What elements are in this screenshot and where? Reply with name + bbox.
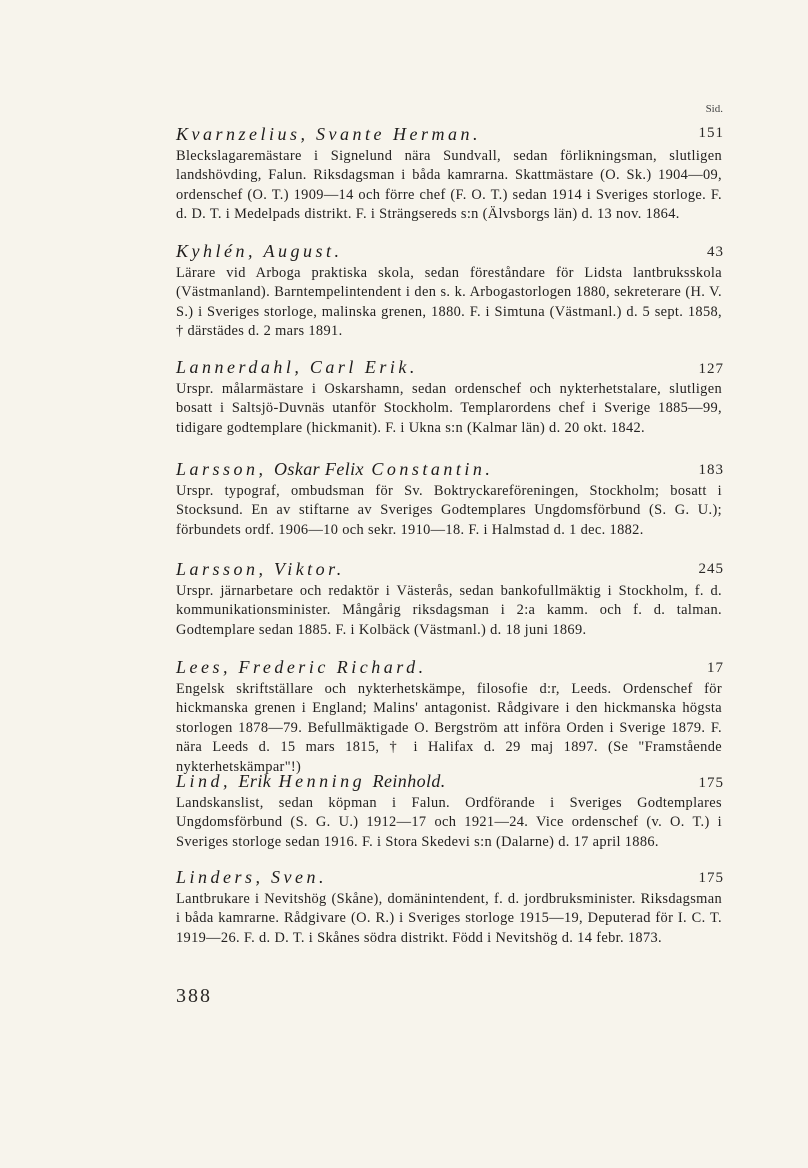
entry-upright-names: Oskar Felix [274, 459, 364, 479]
entry-surname: Larsson, [176, 459, 267, 479]
entry-page-ref: 17 [707, 660, 724, 676]
entry-given-names: Svante Herman. [316, 124, 481, 144]
page-column-label: Sid. [705, 103, 723, 115]
entry-upright-names: Erik [238, 771, 272, 791]
entry-description: Landskanslist, sedan köpman i Falun. Ordförande i Sveriges Godtemplares Ungdomsförbund (S. G. U.) 1912—17 och 1921—24. Vice ordenschef (v. O. T.) i Sveriges storloge sedan 1916. F. i Stora Skedevi s:n (Dalarne) d. 17 april 1886. [176, 795, 722, 850]
entry-name [176, 240, 722, 262]
entry-surname: Larsson, [176, 559, 267, 579]
biography-entry [176, 770, 722, 852]
entry-surname: Lees, [176, 657, 231, 677]
entry-description: Urspr. järnarbetare och redaktör i Västerås, sedan bankofullmäktig i Stockholm, f. d. kommunikationsminister. Mångårig riksdagsman i 2:a kamm. och f. d. talman. Godtemplare sedan 1885. F. i Kolbäck (Västmanl.) d. 18 juni 1869. [176, 583, 722, 638]
entry-name [176, 356, 722, 378]
entry-name [176, 656, 722, 678]
biography-entry [176, 123, 722, 225]
entry-given-names: Viktor. [274, 559, 345, 579]
entry-surname: Lannerdahl, [176, 357, 303, 377]
entry-given-names: Henning [278, 771, 366, 791]
entry-page-ref: 183 [698, 462, 724, 478]
entry-name [176, 123, 722, 145]
entry-description: Bleckslagaremästare i Signelund nära Sundvall, sedan förlikningsman, slutligen landshövding, Falun. Riksdagsman i båda kamrarna. Skattmästare (O. Sk.) 1904—09, ordenschef (O. T.) 1909—14 och förre chef (F. O. T.) sedan 1914 i Sveriges storloge. F. d. D. T. i Medelpads distrikt. F. i Strängsereds s:n (Älvsborgs län) d. 13 nov. 1864. [176, 148, 722, 223]
entry-name [176, 558, 722, 580]
entry-name [176, 866, 722, 888]
entry-page-ref: 151 [698, 125, 724, 141]
biography-entry [176, 458, 722, 540]
entry-given-names: Constantin. [371, 459, 494, 479]
biography-entry [176, 866, 722, 948]
entry-given-names: Frederic Richard. [238, 657, 427, 677]
entry-upright-names-2: Reinhold. [372, 771, 446, 791]
entry-page-ref: 127 [698, 361, 724, 377]
entry-page-ref: 245 [698, 561, 724, 577]
entry-description: Urspr. typograf, ombudsman för Sv. Boktryckareföreningen, Stockholm; bosatt i Stocksund. En av stiftarne av Sveriges Godtemplares Ungdomsförbund (S. G. U.); förbundets ordf. 1906—10 och sekr. 1910—18. F. i Halmstad d. 1 dec. 1882. [176, 483, 722, 538]
entry-description: Lärare vid Arboga praktiska skola, sedan föreståndare för Lidsta lantbruksskola (Västmanland). Barntempelintendent i den s. k. Arbogastorlogen 1880, sekreterare (H. V. S.) i Sveriges storloge, malinska grenen, 1880. F. i Simtuna (Västmanl.) d. 5 sept. 1858, † därstädes d. 2 mars 1891. [176, 265, 722, 340]
biography-entry [176, 656, 722, 777]
entry-name [176, 458, 722, 480]
entry-page-ref: 43 [707, 244, 724, 260]
entry-description: Engelsk skriftställare och nykterhetskämpe, filosofie d:r, Leeds. Ordenschef för hickmanska grenen i England; Malins' antagonist. Rådgivare i den hickmanska högsta storlogen 1878—79. Befullmäktigade O. Bergström att införa Orden i Sverige 1879. F. nära Leeds d. 15 mars 1815, † i Halifax d. 29 maj 1897. (Se "Framstående nykterhetskämpar"!) [176, 681, 722, 775]
entry-surname: Kvarnzelius, [176, 124, 309, 144]
entry-page-ref: 175 [698, 775, 724, 791]
entry-description: Urspr. målarmästare i Oskarshamn, sedan ordenschef och nykterhetstalare, slutligen bosatt i Saltsjö-Duvnäs utanför Stockholm. Templarordens chef i Sverige 1885—99, tidigare godtemplare (hickmanit). F. i Ukna s:n (Kalmar län) d. 20 okt. 1842. [176, 381, 722, 436]
entry-surname: Linders, [176, 867, 264, 887]
biography-entry [176, 240, 722, 342]
entry-name [176, 770, 722, 792]
entry-given-names: Carl Erik. [309, 357, 418, 377]
biography-entry [176, 356, 722, 438]
page-number: 388 [176, 985, 212, 1007]
biography-entry [176, 558, 722, 640]
entry-surname: Kyhlén, [176, 241, 256, 261]
entry-surname: Lind, [176, 771, 232, 791]
entry-given-names: Sven. [271, 867, 327, 887]
entry-page-ref: 175 [698, 870, 724, 886]
entry-description: Lantbrukare i Nevitshög (Skåne), domänintendent, f. d. jordbruksminister. Riksdagsman i båda kamrarne. Rådgivare (O. R.) i Sveriges storloge 1915—19, Deputerad för I. C. T. 1919—26. F. d. D. T. i Skånes södra distrikt. Född i Nevitshög d. 14 febr. 1873. [176, 891, 722, 946]
entry-given-names: August. [263, 241, 343, 261]
